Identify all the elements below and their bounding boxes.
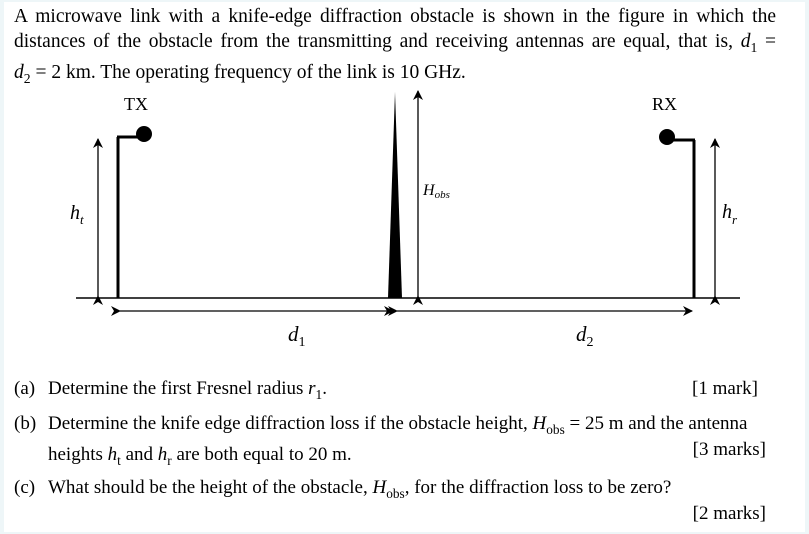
tx-antenna — [117, 126, 152, 298]
question-b-line-1-b: = 25 m and the antenna — [569, 413, 748, 434]
question-b-line-2-a: heights — [48, 443, 103, 465]
hobs-label: Hobs — [423, 182, 450, 201]
hr-label: $h_r$ — [722, 201, 738, 227]
var-ht-sub: t — [117, 452, 121, 468]
question-b-line-2 — [48, 442, 773, 473]
var-d2: d — [14, 61, 24, 83]
d2-label: $d_2$ — [576, 322, 594, 350]
question-b-marks: [3 marks] — [692, 439, 766, 460]
question-b-label: (b) — [14, 413, 37, 434]
var-hobs: H — [532, 413, 547, 434]
knife-edge-obstacle — [388, 92, 402, 298]
var-r1-sub: 1 — [315, 386, 323, 402]
question-c-marks: [2 marks] — [692, 503, 766, 524]
question-c-text — [48, 475, 773, 506]
var-hobs-c: H — [372, 477, 387, 498]
question-a-prompt: Determine the first Fresnel radius — [48, 378, 304, 399]
question-b — [14, 411, 774, 468]
intro-line-1: A microwave link with a knife-edge diffraction obstacle is shown in the figure in which the — [14, 6, 776, 27]
question-b-text — [48, 411, 773, 473]
question-a-label: (a) — [14, 378, 36, 399]
question-b-and: and — [125, 443, 154, 465]
question-b-line-1 — [48, 411, 773, 442]
question-a — [14, 376, 774, 402]
var-r1: r — [308, 378, 316, 399]
question-c — [14, 475, 774, 527]
intro-line-2-text: distances of the obstacle from the transmitting and receiving antennas are equal, that is, — [14, 31, 733, 52]
question-a-marks: [1 mark] — [692, 378, 758, 399]
ht-label: $h_t$ — [70, 202, 84, 227]
equals-sign: = — [765, 31, 777, 52]
var-d1: d — [740, 31, 751, 52]
tx-label: TX — [124, 94, 148, 114]
var-hobs-sub: obs — [546, 421, 565, 437]
var-ht: h — [107, 443, 118, 465]
var-d1-sub: 1 — [750, 39, 758, 55]
question-a-end: . — [322, 378, 327, 399]
rx-antenna — [659, 129, 695, 298]
rx-label: RX — [652, 94, 678, 114]
var-d2-sub: 2 — [23, 70, 31, 86]
question-b-line-2-b: are both equal to 20 m. — [176, 443, 352, 465]
var-hobs-c-sub: obs — [386, 485, 405, 501]
var-hr-sub: r — [167, 452, 172, 468]
d1-label: $d_1$ — [288, 322, 306, 350]
var-hr: h — [157, 443, 168, 465]
question-c-label: (c) — [14, 477, 36, 498]
question-a-text — [48, 376, 773, 407]
question-c-text-b: , for the diffraction loss to be zero? — [404, 477, 672, 498]
question-c-text-a: What should be the height of the obstacle, — [48, 477, 368, 498]
question-b-line-1-a: Determine the knife edge diffraction loss if the obstacle height, — [48, 413, 528, 434]
intro-line-3-text: = 2 km. The operating frequency of the link is 10 GHz. — [35, 61, 466, 83]
